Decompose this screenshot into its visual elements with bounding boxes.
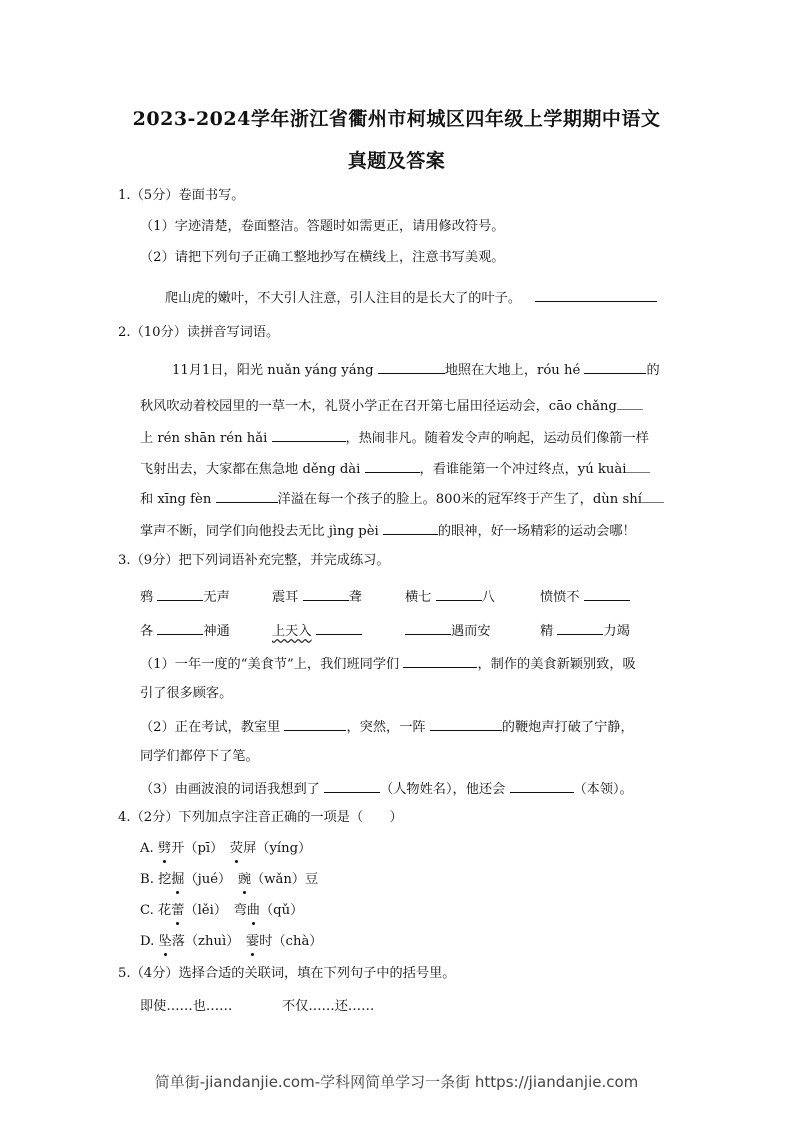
footer-watermark: 简单街-jiandanjie.com-学科网简单学习一条街 https://jiandanjie.com <box>154 1073 639 1091</box>
answer-blank[interactable] <box>284 716 346 731</box>
answer-blank[interactable] <box>584 586 630 601</box>
answer-blank[interactable] <box>303 586 349 601</box>
answer-blank[interactable] <box>378 359 445 374</box>
question-1-heading: 1.（5分）卷面书写。 <box>118 188 245 203</box>
question-3-heading: 3.（9分）把下列词语补充完整，并完成练习。 <box>118 553 390 568</box>
conjunction-2: 不仅……还…… <box>282 999 375 1014</box>
idiom-1: 鸦 无声 <box>140 586 230 607</box>
question-1-instruction-1: （1）字迹清楚，卷面整洁。答题时如需更正，请用修改符号。 <box>140 219 505 234</box>
page-title: 2023-2024学年浙江省衢州市柯城区四年级上学期期中语文 <box>132 108 661 130</box>
idiom-4: 愤愤不 <box>540 586 630 607</box>
idiom-7: 遇而安 <box>405 620 491 641</box>
question-2-heading: 2.（10分）读拼音写词语。 <box>118 325 280 340</box>
answer-blank[interactable] <box>216 488 278 503</box>
question-3-sentence-1-cont: 引了很多顾客。 <box>140 686 233 701</box>
option-d[interactable]: D. 坠落（zhuì） 霎时（chà） <box>140 934 323 949</box>
answer-blank[interactable] <box>157 586 203 601</box>
wavy-underlined-word: 上天入 <box>272 624 312 639</box>
question-2-line-1: 11月1日，阳光 nuǎn yáng yáng 地照在大地上，róu hé 的 <box>172 359 660 380</box>
idiom-8: 精 力竭 <box>540 620 630 641</box>
answer-blank[interactable] <box>365 458 420 473</box>
option-c[interactable]: C. 花蕾（lěi） 弯曲（qǔ） <box>140 903 304 918</box>
answer-blank[interactable] <box>324 778 380 793</box>
answer-blank[interactable] <box>584 359 646 374</box>
idiom-5: 各 神通 <box>140 620 230 641</box>
answer-blank[interactable] <box>272 427 346 442</box>
idiom-2: 震耳 聋 <box>272 586 362 607</box>
question-1-sentence: 爬山虎的嫩叶，不大引人注意，引人注目的是长大了的叶子。 <box>165 287 657 308</box>
conjunction-1: 即使……也…… <box>140 999 233 1014</box>
question-3-sentence-1: （1）一年一度的“美食节”上，我们班同学们 ，制作的美食新颖别致，吸 <box>140 653 636 674</box>
question-2-line-6: 掌声不断，同学们向他投去无比 jìng pèi 的眼神，好一场精彩的运动会哪！ <box>140 520 636 541</box>
idiom-6 <box>272 620 362 641</box>
idiom-3: 横七 八 <box>405 586 495 607</box>
question-2-line-4: 飞射出去，大家都在焦急地 děng dài ，看谁能第一个冲过终点，yú kuài <box>140 458 650 479</box>
question-5-heading: 5.（4分）选择合适的关联词，填在下列句子中的括号里。 <box>118 966 456 981</box>
answer-blank[interactable] <box>626 458 650 473</box>
option-b[interactable]: B. 挖掘（jué） 豌（wǎn）豆 <box>140 872 319 887</box>
question-2-line-5: 和 xīng fèn 洋溢在每一个孩子的脸上。800米的冠军终于产生了，dùn shí <box>140 488 664 509</box>
question-3-sentence-2-cont: 同学们都停下了笔。 <box>140 749 259 764</box>
question-2-line-2: 秋风吹动着校园里的一草一木，礼贤小学正在召开第七届田径运动会，cāo chǎng <box>140 395 643 416</box>
answer-blank[interactable] <box>510 778 574 793</box>
answer-blank[interactable] <box>557 620 603 635</box>
question-1-instruction-2: （2）请把下列句子正确工整地抄写在横线上，注意书写美观。 <box>140 250 505 265</box>
answer-blank[interactable] <box>316 620 362 635</box>
question-3-sentence-2: （2）正在考试，教室里 ，突然，一阵 的鞭炮声打破了宁静， <box>140 716 634 737</box>
answer-blank[interactable] <box>403 653 477 668</box>
question-2-line-3: 上 rén shān rén hǎi ，热闹非凡。随着发令声的响起，运动员们像箭一样 <box>140 427 649 448</box>
answer-blank[interactable] <box>642 488 664 503</box>
page-title-line-2: 真题及答案 <box>347 150 446 172</box>
answer-blank[interactable] <box>436 586 482 601</box>
answer-blank[interactable] <box>157 620 203 635</box>
option-a[interactable]: A. 劈开（pī） 荧屏（yíng） <box>140 841 312 856</box>
answer-blank[interactable] <box>405 620 451 635</box>
answer-blank[interactable] <box>617 395 643 410</box>
answer-blank[interactable] <box>535 287 657 302</box>
answer-blank[interactable] <box>430 716 502 731</box>
question-4-heading: 4.（2分）下列加点字注音正确的一项是（ ） <box>118 810 403 825</box>
answer-blank[interactable] <box>383 520 438 535</box>
question-3-sentence-3: （3）由画波浪的词语我想到了 （人物姓名），他还会 （本领）。 <box>140 778 633 799</box>
